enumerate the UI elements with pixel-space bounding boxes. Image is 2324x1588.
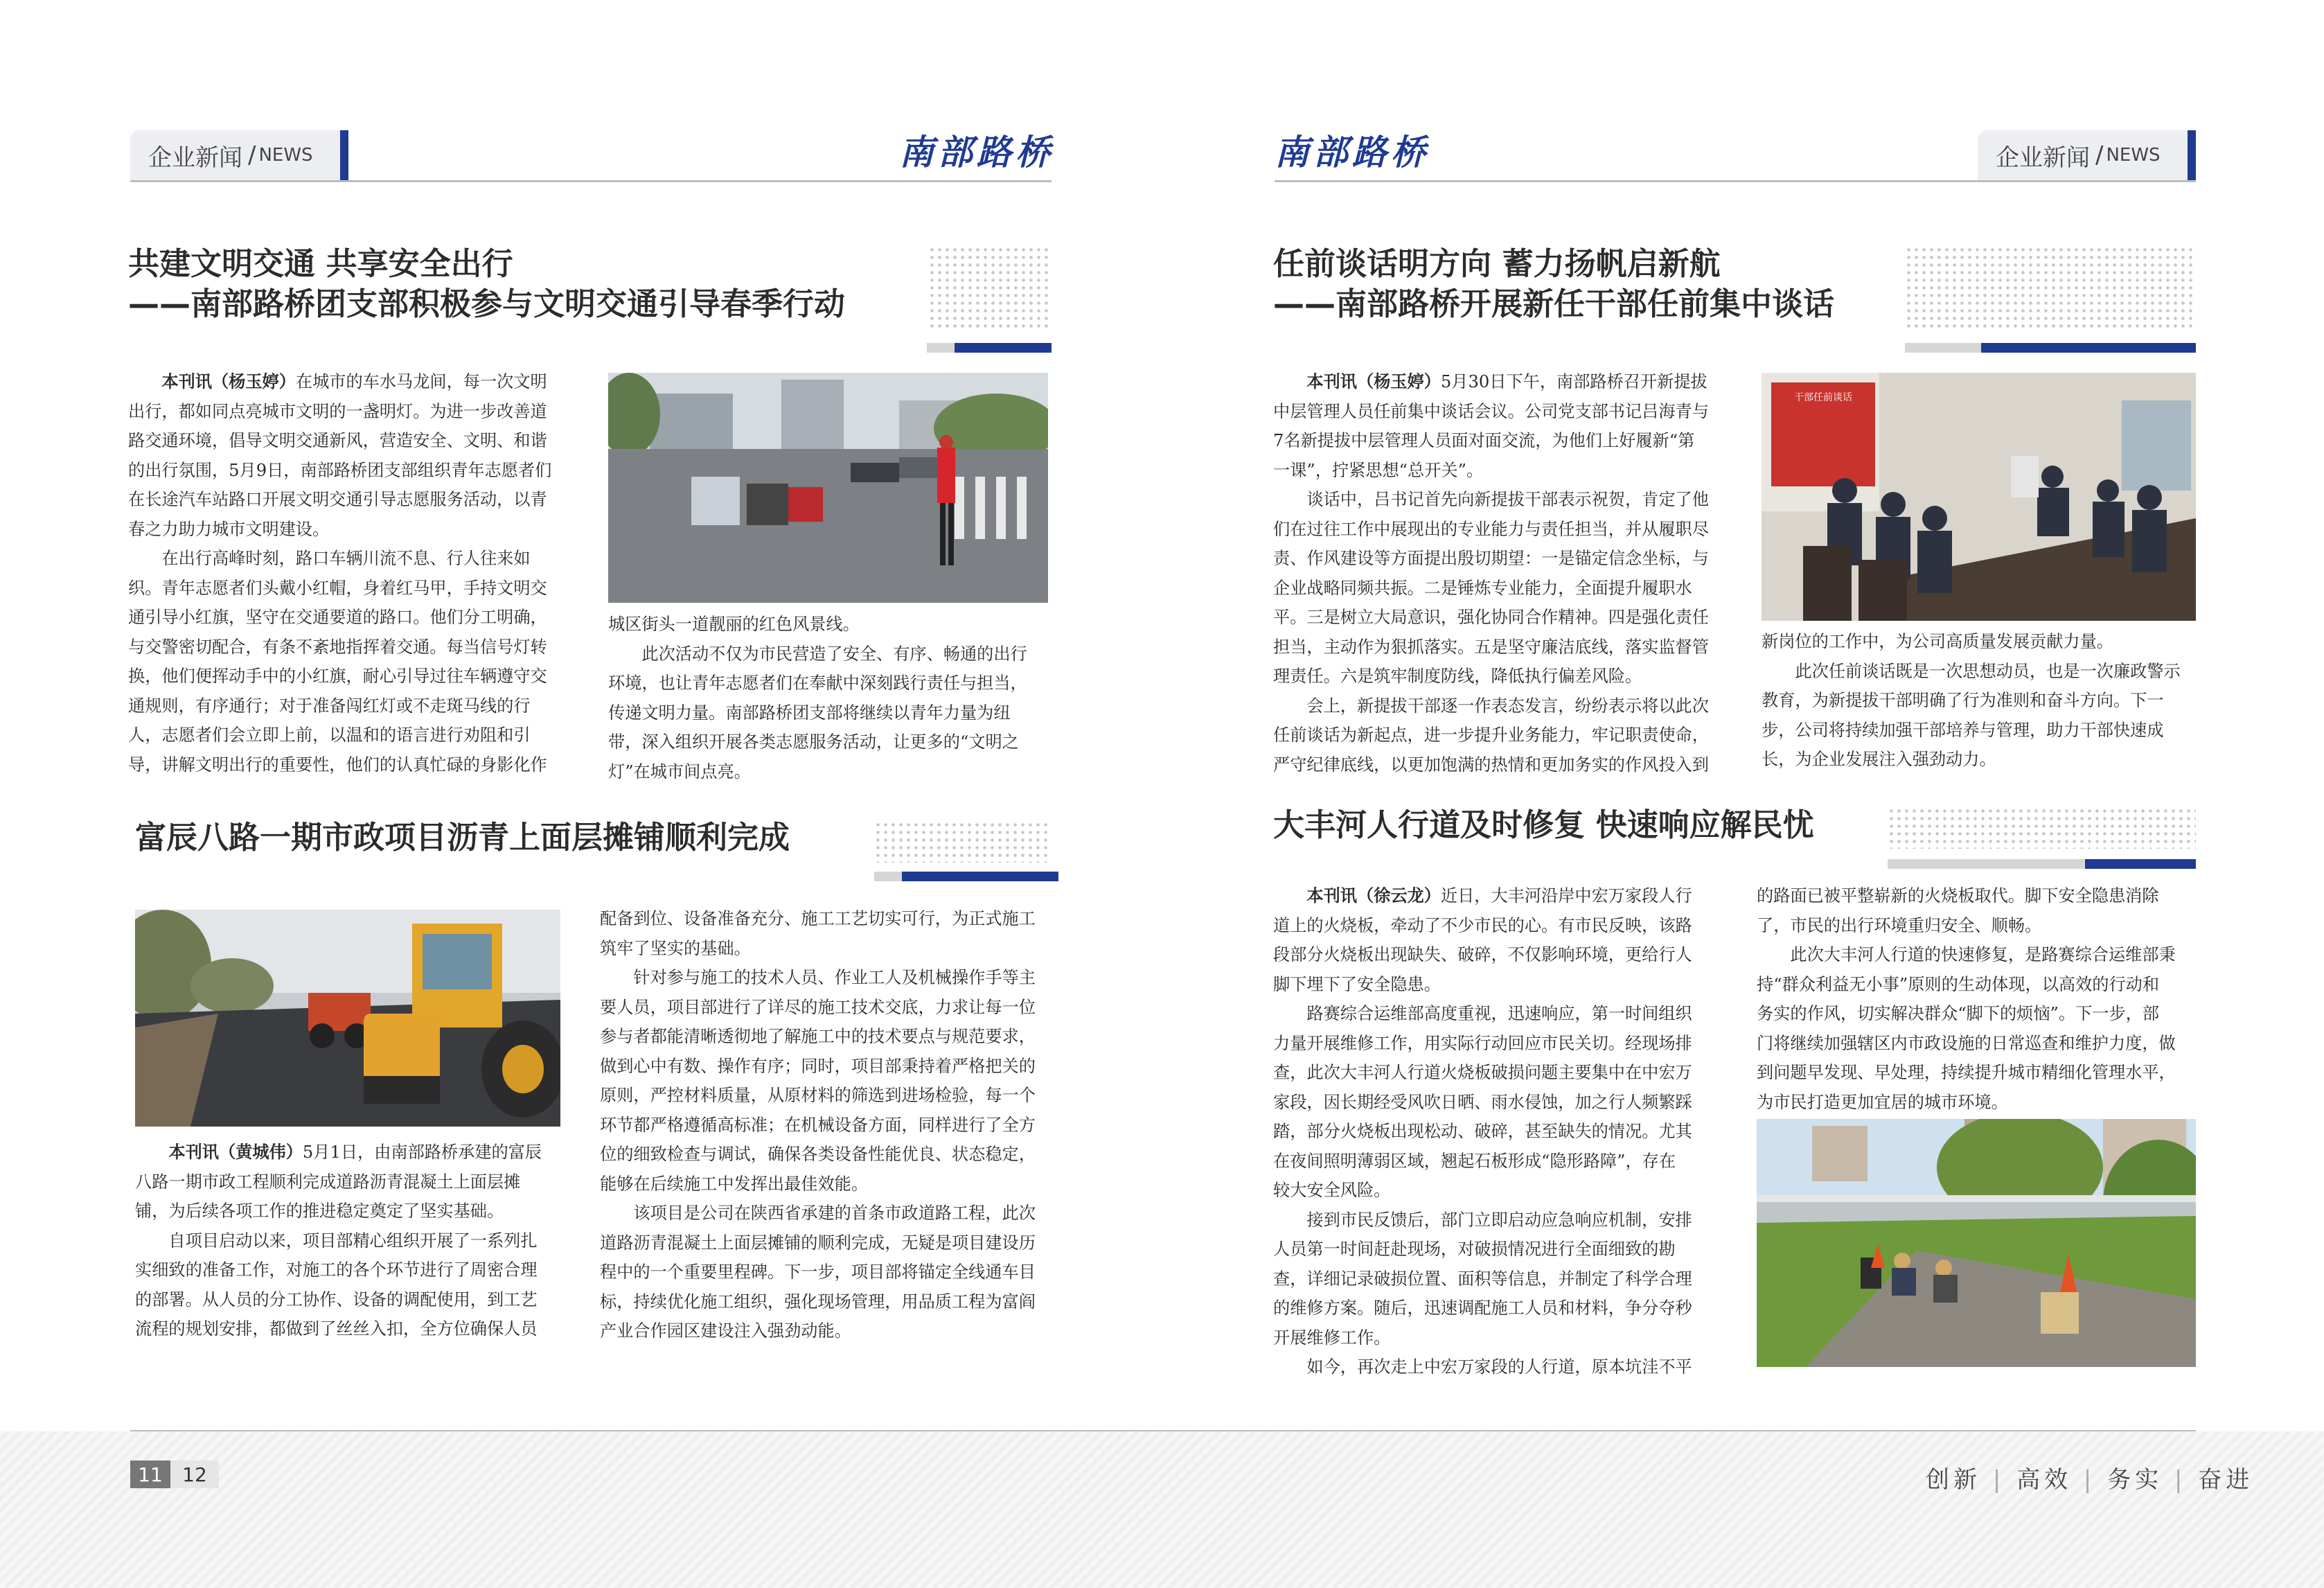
text-line: 实细致的准备工作，对施工的各个环节进行了周密合理 (135, 1260, 538, 1280)
text-line: 7名新提拔中层管理人员面对面交流，为他们上好履新“第 (1273, 431, 1695, 450)
text-line: 谈话中，吕书记首先向新提拔干部表示祝贺，肯定了他 (1273, 490, 1709, 509)
byline: 本刊讯（杨玉婷） (1306, 371, 1441, 391)
title-dots-decor (874, 821, 1052, 863)
section-tab-label: 企业新闻 (1996, 143, 2090, 172)
section-tab-sep: / (2095, 141, 2104, 169)
logo-calligraphy-icon: 南部路桥 (899, 132, 1054, 173)
text-line: 人员第一时间赶赴现场，对破损情况进行全面细致的勘 (1273, 1239, 1676, 1259)
text-line: 该项目是公司在陕西省承建的首条市政道路工程，此次 (600, 1203, 1036, 1223)
text-line: 与交警密切配合，有条不紊地指挥着交通。每当信号灯转 (128, 637, 547, 657)
meeting-banner-text: 干部任前谈话 (1794, 392, 1852, 403)
text-line: 产业合作园区建设注入强劲动能。 (600, 1321, 851, 1341)
byline: 本刊讯（黄城伟） (168, 1142, 303, 1162)
motto-separator: | (2083, 1466, 2096, 1494)
text-line: 的出行氛围，5月9日，南部路桥团支部组织青年志愿者们 (128, 460, 552, 480)
text-line: 责、作风建设等方面提出殷切期望：一是锚定信念坐标，与 (1273, 549, 1709, 568)
article3-title-line2: ——南部路桥开展新任干部任前集中谈话 (1273, 285, 1835, 322)
text-line: 做到心中有数、操作有序；同时，项目部秉持着严格把关的 (600, 1056, 1036, 1076)
text-line: 担当，主动作为狠抓落实。五是坚守廉洁底线，落实监督管 (1273, 637, 1709, 657)
text-line-content: 在城市的车水马龙间，每一次文明 (295, 372, 547, 391)
text-line: 的路面已被平整崭新的火烧板取代。脚下安全隐患消除 (1757, 886, 2159, 906)
text-line: 查，此次大丰河人行道火烧板破损问题主要集中在中宏万 (1273, 1063, 1692, 1082)
text-line: 八路一期市政工程顺利完成道路沥青混凝土上面层摊 (135, 1172, 521, 1192)
text-line: 门将继续加强辖区内市政设施的日常巡查和维护力度，做 (1757, 1033, 2176, 1053)
text-line: 人，志愿者们会立即上前，以温和的语言进行劝阻和引 (128, 725, 531, 745)
text-line: 程中的一个重要里程碑。下一步，项目部将锚定全线通车目 (600, 1262, 1036, 1282)
text-line: 的部署。从人员的分工协作、设备的调配使用，到工艺 (135, 1289, 538, 1309)
footer-motto (1926, 1461, 2253, 1494)
text-line: 灯”在城市间点亮。 (608, 761, 751, 782)
article3-photo-meeting (1762, 373, 2196, 621)
article1-photo-traffic (608, 373, 1048, 603)
text-line: 任前谈话为新起点，进一步提升业务能力，牢记职责使命， (1273, 725, 1709, 745)
article4-body-right (1757, 881, 2200, 1117)
section-tab-en: NEWS (2106, 145, 2161, 166)
text-line: 路交通环境，倡导文明交通新风，营造安全、文明、和谐 (128, 431, 547, 450)
text-line (135, 1138, 565, 1167)
page-number-right: 12 (170, 1461, 219, 1488)
section-tab-en: NEWS (258, 145, 313, 166)
text-line: 的维修方案。随后，迅速调配施工人员和材料，争分夺秒 (1273, 1298, 1692, 1318)
title-underline-blue (2085, 859, 2196, 869)
text-line: 道路沥青混凝土上面层摊铺的顺利完成，无疑是项目建设历 (600, 1233, 1036, 1253)
text-line: 了，市民的出行环境重归安全、顺畅。 (1757, 915, 2042, 935)
title-underline-gray (874, 872, 902, 881)
title-underline-blue (955, 343, 1052, 353)
title-dots-decor (1905, 246, 2196, 329)
text-line: 新岗位的工作中，为公司高质量发展贡献力量。 (1762, 632, 2113, 651)
text-line: 为市民打造更加宜居的城市环境。 (1757, 1092, 2008, 1112)
text-line: 传递文明力量。南部路桥团支部将继续以青年力量为纽 (608, 703, 1011, 723)
text-line-content: 5月1日，由南部路桥承建的富辰 (302, 1143, 542, 1162)
text-line: 导，讲解文明出行的重要性，他们的认真忙碌的身影化作 (128, 755, 547, 775)
article3-body-left (1273, 367, 1732, 779)
article1-title (128, 244, 845, 324)
text-line: 力量开展维修工作，用实际行动回应市民关切。经现场排 (1273, 1033, 1692, 1053)
motto-item: 奋进 (2198, 1466, 2254, 1494)
motto-separator: | (2174, 1466, 2187, 1494)
text-line: 位的细致检查与调试，确保各类设备性能优良、状态稳定， (600, 1145, 1036, 1164)
text-line: 在长途汽车站路口开展文明交通引导志愿服务活动，以青 (128, 490, 547, 509)
article3-title (1273, 244, 1834, 324)
text-line: 换，他们便挥动手中的小红旗，耐心引导过往车辆遵守交 (128, 667, 547, 686)
motto-item: 高效 (2016, 1466, 2073, 1494)
text-line: 配备到位、设备准备充分、施工工艺切实可行，为正式施工 (600, 909, 1036, 928)
text-line: 带，深入组织开展各类志愿服务活动，让更多的“文明之 (608, 732, 1019, 752)
article1-body-right (608, 610, 1052, 786)
text-line: 此次任前谈话既是一次思想动员，也是一次廉政警示 (1762, 661, 2181, 681)
article2-body-right (600, 904, 1057, 1346)
text-line: 原则，严控材料质量，从原材料的筛选到进场检验，每一个 (600, 1086, 1036, 1105)
text-line: 能够在后续施工中发挥出最佳效能。 (600, 1174, 869, 1194)
text-line: 务实的作风，切实解决群众“脚下的烦恼”。下一步，部 (1757, 1004, 2160, 1023)
text-line: 筑牢了坚实的基础。 (600, 938, 751, 958)
title-underline-gray (1905, 343, 1981, 353)
text-line: 通引导小红旗，坚守在交通要道的路口。他们分工明确， (128, 608, 547, 627)
text-line: 到问题早发现、早处理，持续提升城市精细化管理水平， (1757, 1063, 2176, 1082)
text-line: 接到市民反馈后，部门立即启动应急响应机制，安排 (1273, 1210, 1692, 1230)
text-line: 步，公司将持续加强干部培养与管理，助力干部快速成 (1762, 720, 2164, 740)
page-number-left: 11 (130, 1461, 170, 1488)
text-line: 标，持续优化施工组织，强化现场管理，用品质工程为富阎 (600, 1291, 1036, 1312)
text-line: 较大安全风险。 (1273, 1181, 1391, 1200)
text-line: 路赛综合运维部高度重视，迅速响应，第一时间组织 (1273, 1004, 1692, 1023)
text-line: 环节都严格遵循高标准；在机械设备方面，同样进行了全方 (600, 1115, 1036, 1135)
text-line (1273, 367, 1732, 397)
title-underline-gray (927, 343, 955, 353)
text-line: 在夜间照明薄弱区域，翘起石板形成“隐形路障”，存在 (1273, 1151, 1676, 1171)
logo-calligraphy-icon: 南部路桥 (1275, 132, 1430, 173)
article2-photo-paving (135, 910, 560, 1127)
byline: 本刊讯（徐云龙） (1306, 885, 1441, 906)
article1-title-line2: ——南部路桥团支部积极参与文明交通引导春季行动 (128, 285, 846, 322)
section-tab-right (1978, 130, 2196, 180)
article4-photo-sidewalk (1757, 1119, 2196, 1367)
motto-separator: | (1992, 1466, 2005, 1494)
text-line: 如今，再次走上中宏万家段的人行道，原本坑洼不平 (1273, 1357, 1692, 1377)
text-line: 持“群众利益无小事”原则的生动体现，以高效的行动和 (1757, 974, 2160, 994)
text-line: 参与者都能清晰透彻地了解施工中的技术要点与规范要求， (600, 1027, 1036, 1046)
section-tab-label: 企业新闻 (148, 143, 242, 172)
text-line: 道上的火烧板，牵动了不少市民的心。有市民反映，该路 (1273, 915, 1692, 935)
article4-title: 大丰河人行道及时修复 快速响应解民忧 (1273, 806, 1814, 843)
text-line: 长，为企业发展注入强劲动力。 (1762, 750, 1996, 769)
text-line: 环境，也让青年志愿者们在奉献中深刻践行责任与担当， (608, 673, 1027, 693)
text-line: 城区街头一道靓丽的红色风景线。 (608, 615, 860, 634)
text-line (1273, 881, 1723, 911)
header-rule-right (1275, 180, 2196, 182)
motto-item: 务实 (2107, 1466, 2163, 1494)
text-line: 自项目启动以来，项目部精心组织开展了一系列扎 (135, 1230, 538, 1251)
text-line-content: 近日，大丰河沿岸中宏万家段人行 (1440, 886, 1692, 906)
text-line: 段部分火烧板出现缺失、破碎，不仅影响环境，更给行人 (1273, 945, 1692, 964)
text-line: 出行，都如同点亮城市文明的一盏明灯。为进一步改善道 (128, 401, 547, 421)
text-line-content: 5月30日下午，南部路桥召开新提拔 (1440, 372, 1707, 391)
text-line: 中层管理人员任前集中谈话会议。公司党支部书记吕海青与 (1273, 401, 1709, 421)
text-line: 脚下埋下了安全隐患。 (1273, 974, 1441, 994)
motto-item: 创新 (1926, 1466, 1981, 1494)
title-dots-decor (1888, 807, 2196, 849)
text-line: 铺，为后续各项工作的推进稳定奠定了坚实基础。 (135, 1201, 504, 1221)
brand-logo-left (899, 125, 1054, 175)
byline: 本刊讯（杨玉婷） (161, 371, 296, 391)
article4-body-left (1273, 881, 1723, 1382)
text-line: 针对参与施工的技术人员、作业工人及机械操作手等主 (600, 968, 1036, 987)
text-line: 开展维修工作。 (1273, 1327, 1391, 1348)
header-rule-left (130, 180, 1052, 182)
text-line: 要人员，项目部进行了详尽的施工技术交底，力求让每一位 (600, 997, 1036, 1017)
article1-body-left (128, 367, 569, 779)
title-underline-blue (902, 872, 1058, 881)
article3-body-right (1762, 627, 2198, 775)
text-line: 在出行高峰时刻，路口车辆川流不息、行人往来如 (128, 549, 531, 568)
text-line: 流程的规划安排，都做到了丝丝入扣，全方位确保人员 (135, 1319, 538, 1339)
text-line: 家段，因长期经受风吹日晒、雨水侵蚀，加之行人频繁踩 (1273, 1092, 1692, 1112)
text-line: 春之力助力城市文明建设。 (128, 519, 330, 539)
footer-band (0, 1431, 2324, 1588)
text-line: 一课”，拧紧思想“总开关”。 (1273, 460, 1484, 480)
text-line: 查，详细记录破损位置、面积等信息，并制定了科学合理 (1273, 1269, 1692, 1289)
text-line: 此次活动不仅为市民营造了安全、有序、畅通的出行 (608, 644, 1027, 664)
text-line: 会上，新提拔干部逐一作表态发言，纷纷表示将以此次 (1273, 696, 1709, 716)
text-line: 此次大丰河人行道的快速修复，是路赛综合运维部秉 (1757, 945, 2176, 964)
article2-body-left (135, 1138, 565, 1344)
text-line: 织。青年志愿者们头戴小红帽，身着红马甲，手持文明交 (128, 578, 547, 598)
article1-title-line1: 共建文明交通 共享安全出行 (128, 245, 513, 282)
article2-title: 富辰八路一期市政项目沥青上面层摊铺顺利完成 (135, 819, 790, 856)
section-tab-sep: / (248, 141, 256, 169)
section-tab-left (130, 130, 348, 180)
text-line: 平。三是树立大局意识，强化协同合作精神。四是强化责任 (1273, 608, 1709, 627)
title-dots-decor (928, 246, 1052, 329)
text-line (128, 367, 569, 397)
text-line: 们在过往工作中展现出的专业能力与责任担当，并从履职尽 (1273, 519, 1709, 539)
text-line: 理责任。六是筑牢制度防线，降低执行偏差风险。 (1273, 667, 1642, 686)
text-line: 严守纪律底线，以更加饱满的热情和更加务实的作风投入到 (1273, 755, 1709, 775)
text-line: 教育，为新提拔干部明确了行为准则和奋斗方向。下一 (1762, 691, 2164, 710)
text-line: 企业战略同频共振。二是锤炼专业能力，全面提升履职水 (1273, 578, 1692, 598)
title-underline-blue (1981, 343, 2196, 353)
text-line: 踏，部分火烧板出现松动、破碎，甚至缺失的情况。尤其 (1273, 1122, 1692, 1141)
brand-logo-right (1275, 125, 1430, 175)
title-underline-gray (1888, 859, 2085, 869)
text-line: 通规则，有序通行；对于准备闯红灯或不走斑马线的行 (128, 696, 531, 716)
article3-title-line1: 任前谈话明方向 蓄力扬帆启新航 (1273, 245, 1721, 282)
